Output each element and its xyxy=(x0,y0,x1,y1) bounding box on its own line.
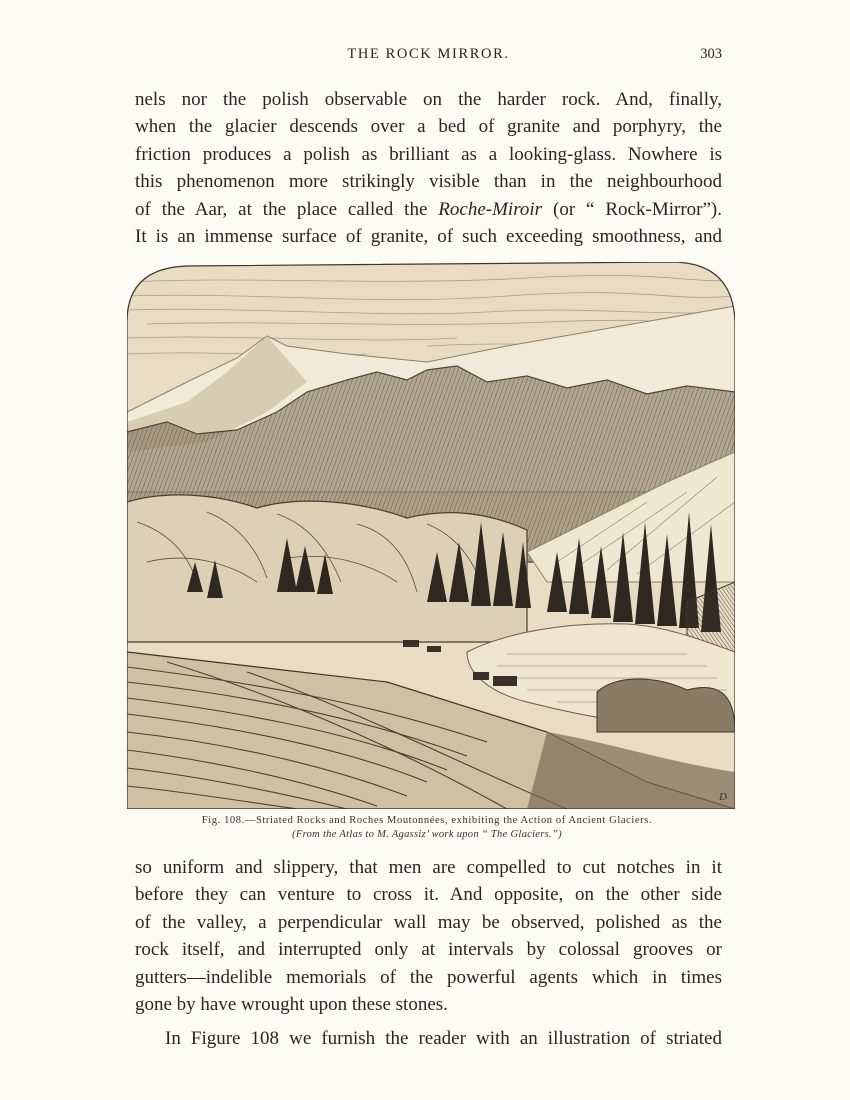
text-line: gone by have wrought upon these stones. xyxy=(135,994,448,1016)
text-line: so uniform and slippery, that men are compelled to cut notches in it xyxy=(135,857,722,878)
roche-miroir-italic: Roche-Miroir xyxy=(438,198,543,220)
text-line: before they can venture to cross it. And opposite, on the other side xyxy=(135,884,722,906)
text-line: when the glacier descends over a bed of granite and porphyry, the xyxy=(135,116,722,138)
rock-mirror-paren: (or “ Rock-Mirror”). xyxy=(542,198,722,220)
text-line: nels nor the polish observable on the harder rock. And, finally, xyxy=(135,89,722,110)
engraving-figure xyxy=(127,262,735,809)
figure-caption xyxy=(132,814,722,842)
text-line: It is an immense surface of granite, of such exceeding smoothness, and xyxy=(135,226,722,248)
text-line: of the valley, a perpendicular wall may be observed, polished as the xyxy=(135,911,722,933)
engraving-illustration xyxy=(127,262,735,809)
running-title: THE ROCK MIRROR. xyxy=(347,46,510,62)
text-line: rock itself, and interrupted only at intervals by colossal grooves or xyxy=(135,939,722,961)
text-line-roche-miroir xyxy=(135,196,722,223)
text-line: gutters—indelible memorials of the powerful agents which in times xyxy=(135,966,722,988)
page-number: 303 xyxy=(700,46,722,62)
paragraph-bottom xyxy=(135,854,722,1018)
page-header xyxy=(135,46,722,68)
text-segment: of the Aar, at the place called the xyxy=(135,198,439,220)
text-line: this phenomenon more strikingly visible than in the neighbourhood xyxy=(135,171,722,193)
text-line: In Figure 108 we furnish the reader with an illustration of striated xyxy=(165,1028,722,1049)
caption-source: (From the Atlas to M. Agassiz’ work upon “ The Glaciers.”) xyxy=(292,829,562,840)
text-line: friction produces a polish as brilliant as a looking-glass. Nowhere is xyxy=(135,143,722,165)
caption-title: Fig. 108.—Striated Rocks and Roches Moutonnées, exhibiting the Action of Ancient Glaciers. xyxy=(201,815,653,826)
engraver-mark: D xyxy=(719,791,727,803)
paragraph-top xyxy=(135,86,722,250)
paragraph-next xyxy=(135,1025,722,1052)
